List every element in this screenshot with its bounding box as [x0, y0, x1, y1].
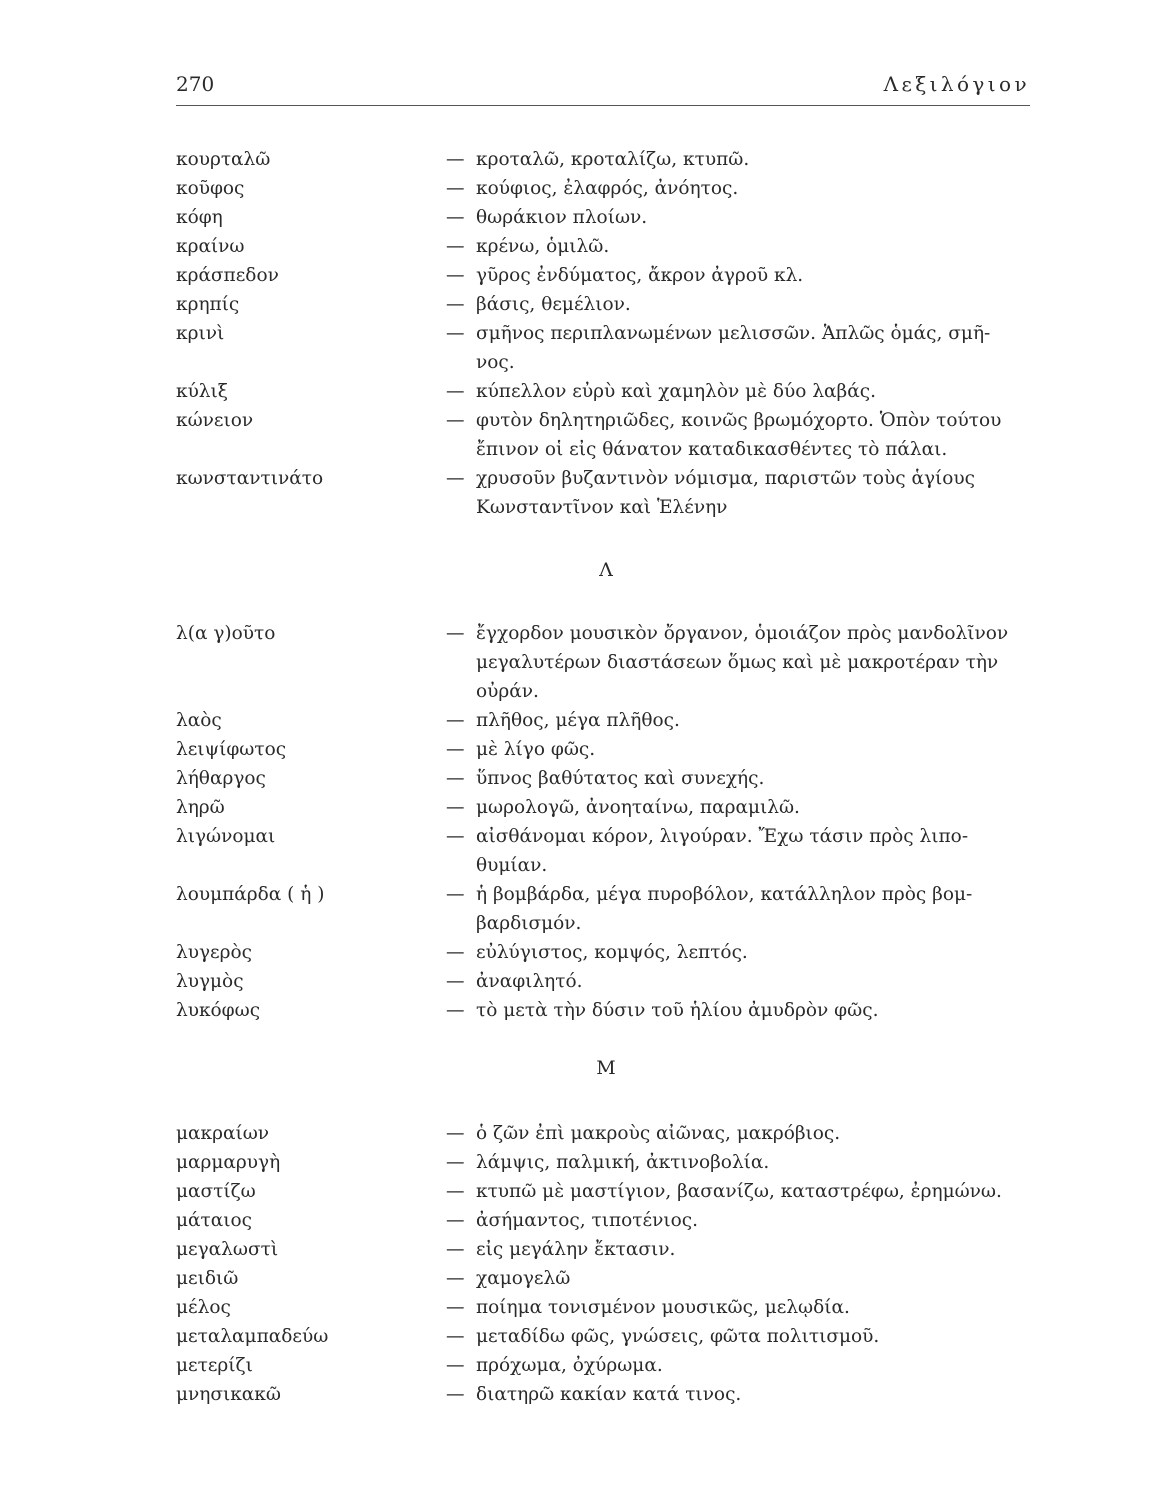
section-letter: Μ: [596, 1057, 616, 1079]
definition-text: εὐλύγιστος, κομψός, λεπτός.: [476, 942, 748, 963]
entry-term: λαὸς: [176, 710, 222, 731]
entry-term: κραίνω: [176, 236, 245, 257]
definition-text: βαρδισμόν.: [476, 913, 582, 934]
definition-text: μεταδίδω φῶς, γνώσεις, φῶτα πολιτισμοῦ.: [476, 1326, 880, 1347]
entry-term: κοῦφος: [176, 178, 245, 199]
definition-line: [446, 648, 1036, 677]
entry-dash: —: [446, 1181, 465, 1202]
definition-line: [446, 261, 1036, 290]
entry-dash: —: [446, 1000, 465, 1021]
definition-text: τὸ μετὰ τὴν δύσιν τοῦ ἡλίου ἀμυδρὸν φῶς.: [476, 1000, 879, 1021]
definition-line: [446, 435, 1036, 464]
entry-dash: —: [446, 942, 465, 963]
definition-text: μὲ λίγο φῶς.: [476, 739, 596, 760]
entry-dash: —: [446, 1123, 465, 1144]
entry-dash: —: [446, 1268, 465, 1289]
definition-line: [446, 1235, 1036, 1264]
definition-text: ἔγχορδον μουσικὸν ὄργανον, ὁμοιάζον πρὸς μανδολῖνον: [476, 623, 1009, 644]
entry-term: μειδιῶ: [176, 1268, 239, 1289]
definition-line: [446, 619, 1036, 648]
entry-definition: [446, 880, 1036, 938]
entry-term: λειψίφωτος: [176, 739, 287, 760]
definition-line: [446, 232, 1036, 261]
entry-term: κρινὶ: [176, 323, 225, 344]
entry-dash: —: [446, 768, 465, 789]
definition-line: [446, 851, 1036, 880]
entry-definition: [446, 967, 1036, 996]
definition-line: [446, 493, 1036, 522]
entry-definition: [446, 464, 1036, 522]
entry-term: λ(α γ)οῦτο: [176, 623, 276, 644]
definition-line: [446, 145, 1036, 174]
definition-line: [446, 706, 1036, 735]
entry-definition: [446, 1322, 1036, 1351]
running-title: Λεξιλόγιον: [883, 72, 1030, 96]
definition-text: ἀσήμαντος, τιποτένιος.: [476, 1210, 698, 1231]
definition-text: διατηρῶ κακίαν κατά τινος.: [476, 1384, 742, 1405]
entry-term: κρηπίς: [176, 294, 240, 315]
definition-line: [446, 996, 1036, 1025]
definition-text: πλῆθος, μέγα πλῆθος.: [476, 710, 680, 731]
entry-definition: [446, 1293, 1036, 1322]
entry-definition: [446, 793, 1036, 822]
entry-definition: [446, 706, 1036, 735]
definition-text: χρυσοῦν βυζαντινὸν νόμισμα, παριστῶν τοὺς ἁγίους: [476, 468, 976, 489]
entry-term: λυγμὸς: [176, 971, 244, 992]
entry-definition: [446, 996, 1036, 1025]
entry-dash: —: [446, 826, 465, 847]
entry-definition: [446, 1351, 1036, 1380]
entry-dash: —: [446, 294, 465, 315]
entry-term: κωνσταντινάτο: [176, 468, 324, 489]
definition-line: [446, 938, 1036, 967]
entry-term: κράσπεδον: [176, 265, 279, 286]
header-rule: [176, 105, 1030, 106]
entry-definition: [446, 232, 1036, 261]
entry-term: μάταιος: [176, 1210, 252, 1231]
entry-definition: [446, 1148, 1036, 1177]
definition-text: ποίημα τονισμένον μουσικῶς, μελῳδία.: [476, 1297, 850, 1318]
definition-text: ἀναφιλητό.: [476, 971, 583, 992]
entry-definition: [446, 1119, 1036, 1148]
definition-text: εἰς μεγάλην ἔκτασιν.: [476, 1239, 676, 1260]
definition-line: [446, 967, 1036, 996]
entry-dash: —: [446, 884, 465, 905]
definition-text: χαμογελῶ: [476, 1268, 571, 1289]
entry-dash: —: [446, 207, 465, 228]
definition-text: ἡ βομβάρδα, μέγα πυροβόλον, κατάλληλον πρὸς βομ-: [476, 884, 973, 905]
definition-line: [446, 406, 1036, 435]
entry-term: λυγερὸς: [176, 942, 252, 963]
definition-text: κούφιος, ἐλαφρός, ἀνόητος.: [476, 178, 739, 199]
definition-line: [446, 1322, 1036, 1351]
entry-dash: —: [446, 410, 465, 431]
definition-line: [446, 290, 1036, 319]
definition-line: [446, 1380, 1036, 1409]
definition-text: κύπελλον εὐρὺ καὶ χαμηλὸν μὲ δύο λαβάς.: [476, 381, 876, 402]
entry-definition: [446, 619, 1036, 706]
entry-term: κώνειον: [176, 410, 254, 431]
entry-dash: —: [446, 623, 465, 644]
definition-line: [446, 677, 1036, 706]
definition-text: θυμίαν.: [476, 855, 548, 876]
definition-line: [446, 1351, 1036, 1380]
entry-definition: [446, 1206, 1036, 1235]
definition-text: κρένω, ὁμιλῶ.: [476, 236, 610, 257]
definition-line: [446, 1148, 1036, 1177]
entry-dash: —: [446, 1239, 465, 1260]
entry-term: μέλος: [176, 1297, 231, 1318]
entry-dash: —: [446, 178, 465, 199]
section-letter: Λ: [599, 559, 613, 581]
entry-definition: [446, 377, 1036, 406]
entry-definition: [446, 174, 1036, 203]
entry-term: ληρῶ: [176, 797, 225, 818]
definition-text: γῦρος ἐνδύματος, ἄκρον ἀγροῦ κλ.: [476, 265, 804, 286]
entry-term: μετερίζι: [176, 1355, 253, 1376]
definition-line: [446, 377, 1036, 406]
entry-definition: [446, 764, 1036, 793]
page-header: [176, 72, 1030, 102]
entry-definition: [446, 1177, 1036, 1206]
definition-line: [446, 464, 1036, 493]
definition-line: [446, 764, 1036, 793]
definition-text: μωρολογῶ, ἀνοηταίνω, παραμιλῶ.: [476, 797, 800, 818]
definition-text: λάμψις, παλμική, ἀκτινοβολία.: [476, 1152, 770, 1173]
entry-definition: [446, 1235, 1036, 1264]
entry-dash: —: [446, 797, 465, 818]
entry-dash: —: [446, 265, 465, 286]
definition-text: ὁ ζῶν ἐπὶ μακροὺς αἰῶνας, μακρόβιος.: [476, 1123, 841, 1144]
entry-dash: —: [446, 381, 465, 402]
entry-definition: [446, 938, 1036, 967]
entry-dash: —: [446, 1384, 465, 1405]
entry-definition: [446, 822, 1036, 880]
definition-text: σμῆνος περιπλανωμένων μελισσῶν. Ἁπλῶς ὁμάς, σμῆ-: [476, 323, 991, 344]
definition-line: [446, 203, 1036, 232]
entry-term: λουμπάρδα ( ἡ ): [176, 884, 325, 905]
entry-term: μνησικακῶ: [176, 1384, 281, 1405]
entry-definition: [446, 1264, 1036, 1293]
definition-text: φυτὸν δηλητηριῶδες, κοινῶς βρωμόχορτο. Ὁπὸν τούτου: [476, 410, 1002, 431]
definition-line: [446, 1264, 1036, 1293]
entry-term: κύλιξ: [176, 381, 228, 402]
entry-definition: [446, 319, 1036, 377]
definition-line: [446, 909, 1036, 938]
entry-term: μεταλαμπαδεύω: [176, 1326, 329, 1347]
definition-text: θωράκιον πλοίων.: [476, 207, 648, 228]
definition-text: βάσις, θεμέλιον.: [476, 294, 631, 315]
definition-text: κροταλῶ, κροταλίζω, κτυπῶ.: [476, 149, 750, 170]
entry-term: κόφη: [176, 207, 223, 228]
definition-text: νος.: [476, 352, 515, 373]
definition-text: Κωνσταντῖνον καὶ Ἑλένην: [476, 497, 728, 518]
entry-dash: —: [446, 1297, 465, 1318]
entry-definition: [446, 290, 1036, 319]
entry-dash: —: [446, 149, 465, 170]
definition-text: κτυπῶ μὲ μαστίγιον, βασανίζω, καταστρέφω, ἐρημώνω.: [476, 1181, 1002, 1202]
entry-dash: —: [446, 1152, 465, 1173]
entry-term: λιγώνομαι: [176, 826, 276, 847]
entry-term: λήθαργος: [176, 768, 266, 789]
entry-dash: —: [446, 971, 465, 992]
entry-dash: —: [446, 1355, 465, 1376]
definition-text: ὕπνος βαθύτατος καὶ συνεχής.: [476, 768, 765, 789]
definition-line: [446, 1206, 1036, 1235]
entry-dash: —: [446, 236, 465, 257]
definition-line: [446, 880, 1036, 909]
entry-dash: —: [446, 323, 465, 344]
entry-dash: —: [446, 739, 465, 760]
entry-dash: —: [446, 710, 465, 731]
definition-text: αἰσθάνομαι κόρον, λιγούραν. Ἔχω τάσιν πρὸς λιπο-: [476, 826, 969, 847]
entry-term: μακραίων: [176, 1123, 270, 1144]
entry-dash: —: [446, 1326, 465, 1347]
definition-text: οὐράν.: [476, 681, 539, 702]
entry-definition: [446, 145, 1036, 174]
entry-dash: —: [446, 1210, 465, 1231]
entry-term: μαρμαρυγὴ: [176, 1152, 281, 1173]
entry-definition: [446, 406, 1036, 464]
entry-definition: [446, 203, 1036, 232]
definition-line: [446, 1293, 1036, 1322]
page-number: 270: [176, 72, 215, 96]
entry-term: κουρταλῶ: [176, 149, 271, 170]
definition-text: ἔπινον οἱ εἰς θάνατον καταδικασθέντες τὸ πάλαι.: [476, 439, 948, 460]
definition-text: πρόχωμα, ὀχύρωμα.: [476, 1355, 663, 1376]
entry-term: λυκόφως: [176, 1000, 261, 1021]
entry-term: μαστίζω: [176, 1181, 256, 1202]
definition-line: [446, 735, 1036, 764]
definition-line: [446, 822, 1036, 851]
definition-line: [446, 174, 1036, 203]
entry-definition: [446, 735, 1036, 764]
entry-dash: —: [446, 468, 465, 489]
entry-definition: [446, 1380, 1036, 1409]
definition-line: [446, 348, 1036, 377]
definition-line: [446, 793, 1036, 822]
entry-definition: [446, 261, 1036, 290]
definition-line: [446, 319, 1036, 348]
entry-term: μεγαλωστὶ: [176, 1239, 279, 1260]
definition-line: [446, 1119, 1036, 1148]
definition-line: [446, 1177, 1036, 1206]
definition-text: μεγαλυτέρων διαστάσεων ὅμως καὶ μὲ μακροτέραν τὴν: [476, 652, 999, 673]
